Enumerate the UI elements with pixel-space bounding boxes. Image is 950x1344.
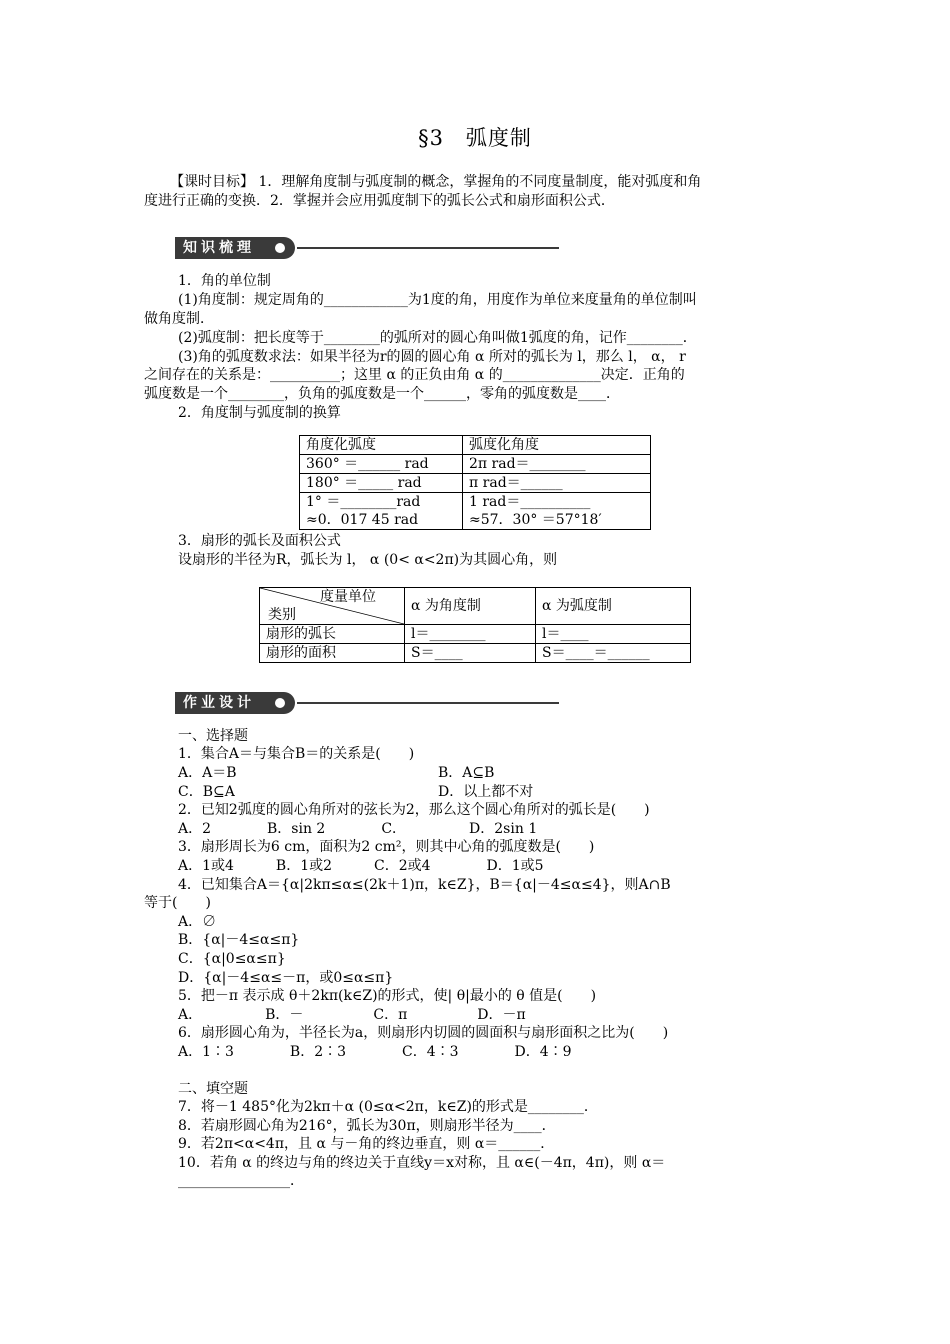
knowledge-line: 之间存在的关系是：__________；这里 α 的正负由角 α 的______________决定．正角的 [144, 367, 685, 383]
page-title: §3 弧度制 [418, 126, 532, 150]
table-row [260, 644, 691, 663]
option-line: A．2 B．sin 2 C． D．2sin 1 [178, 821, 538, 837]
option-line: B．{α|－4≤α≤π} [178, 932, 300, 948]
section-label: 知识梳理 [175, 237, 295, 259]
conversion-table [299, 435, 651, 530]
bullet-dot-icon [275, 243, 285, 253]
table-cell: 扇形的弧长 [260, 625, 405, 644]
table-cell: ≈57．30° ＝57°18′ [463, 511, 651, 530]
knowledge-line: (2)弧度制：把长度等于________的弧所对的圆心角叫做1弧度的角，记作________． [178, 330, 697, 346]
option-text: D．以上都不对 [438, 784, 534, 800]
table-header-cell: 角度化弧度 [300, 436, 463, 455]
table-cell: l＝________ [405, 625, 536, 644]
table-cell: 180° ＝_____ rad [300, 474, 463, 493]
question-line: 一、选择题 [178, 728, 248, 744]
table-row [300, 474, 651, 493]
table-cell: S＝____ [405, 644, 536, 663]
table-cell: ≈0．017 45 rad [300, 511, 463, 530]
corner-label-top: 度量单位 [320, 589, 376, 605]
table-cell: 1 rad＝__________ [463, 493, 651, 512]
table-cell: 360° ＝______ rad [300, 455, 463, 474]
question-line: 6．扇形圆心角为，半径长为a，则扇形内切圆的圆面积与扇形面积之比为( ) [178, 1025, 669, 1041]
table-row [300, 455, 651, 474]
table-cell: 1° ＝________rad [300, 493, 463, 512]
question-line: 4．已知集合A＝{α|2kπ≤α≤(2k＋1)π，k∈Z}，B＝{α|－4≤α≤4}，则A∩B [178, 877, 671, 893]
option-text: C．B⊆A [178, 784, 235, 800]
question-line: 1．集合A＝与集合B＝的关系是( ) [178, 746, 415, 762]
table-header-row [260, 588, 691, 625]
section-header-homework [175, 692, 559, 714]
objective-line-2: 度进行正确的变换．2．掌握并会应用弧度制下的弧长公式和扇形面积公式． [144, 193, 615, 209]
sector-intro-line: 设扇形的半径为R，弧长为 l， α (0< α<2π)为其圆心角，则 [178, 552, 558, 568]
fill-line: 9．若2π<α<4π，且 α 与－角的终边垂直，则 α＝______． [178, 1136, 555, 1152]
knowledge-line: 1．角的单位制 [178, 273, 271, 289]
option-text: A．A＝B [178, 765, 237, 781]
knowledge-line: 做角度制． [144, 311, 214, 327]
table-row [300, 511, 651, 530]
question-line: 5．把－π 表示成 θ＋2kπ(k∈Z)的形式，使| θ|最小的 θ 值是( ) [178, 988, 597, 1004]
option-line: A．∅ [178, 914, 217, 930]
knowledge-line: 2．角度制与弧度制的换算 [178, 405, 341, 421]
option-line: A．1或4 B．1或2 C．2或4 D．1或5 [178, 858, 544, 874]
table-cell: l＝____ [536, 625, 691, 644]
table-row [300, 493, 651, 512]
option-text: B．A⊆B [438, 765, 495, 781]
fill-line: 8．若扇形圆心角为216°，弧长为30π，则扇形半径为____． [178, 1118, 556, 1134]
corner-label-bottom: 类别 [268, 607, 296, 623]
question-line: 2．已知2弧度的圆心角所对的弦长为2，那么这个圆心角所对的弧长是( ) [178, 802, 650, 818]
section-rule [297, 702, 559, 704]
fill-line: ________________． [178, 1173, 304, 1189]
fill-line: 10．若角 α 的终边与角的终边关于直线y＝x对称，且 α∈(－4π，4π)，则 α＝ [178, 1155, 666, 1171]
knowledge-line: (3)角的弧度数求法：如果半径为r的圆的圆心角 α 所对的弧长为 l，那么 l， α， r [178, 349, 686, 365]
question-line: 3．扇形周长为6 cm，面积为2 cm²，则其中心角的弧度数是( ) [178, 839, 595, 855]
table-row [260, 625, 691, 644]
section-header-knowledge [175, 237, 559, 259]
section-rule [297, 247, 559, 249]
sector-intro-line: 3．扇形的弧长及面积公式 [178, 533, 341, 549]
option-line: D．{α|－4≤α≤－π，或0≤α≤π} [178, 970, 394, 986]
bullet-dot-icon [275, 698, 285, 708]
knowledge-line: 弧度数是一个________，负角的弧度数是一个______，零角的弧度数是____． [144, 386, 620, 402]
table-header-cell: α 为弧度制 [536, 588, 691, 625]
objective-line-1: 【课时目标】 1．理解角度制与弧度制的概念，掌握角的不同度量制度，能对弧度和角 [170, 174, 702, 190]
table-header-cell: 弧度化角度 [463, 436, 651, 455]
table-cell: 2π rad＝________ [463, 455, 651, 474]
question-line: 等于( ) [144, 895, 211, 911]
option-line: A． B．－ C．π D．－π [178, 1007, 526, 1023]
sector-formula-table [259, 587, 691, 663]
option-line: C．{α|0≤α≤π} [178, 951, 286, 967]
section-label: 作业设计 [175, 692, 295, 714]
option-line: A．1∶3 B．2∶3 C．4∶3 D．4∶9 [178, 1044, 572, 1060]
fill-line: 7．将－1 485°化为2kπ＋α (0≤α<2π，k∈Z)的形式是________． [178, 1099, 598, 1115]
fill-line: 二、填空题 [178, 1081, 248, 1097]
knowledge-line: (1)角度制：规定周角的____________为1度的角，用度作为单位来度量角的单位制叫 [178, 292, 697, 308]
table-cell: π rad＝______ [463, 474, 651, 493]
table-corner-cell [260, 588, 405, 625]
table-header-row [300, 436, 651, 455]
table-header-cell: α 为角度制 [405, 588, 536, 625]
table-cell: 扇形的面积 [260, 644, 405, 663]
table-cell: S＝____＝______ [536, 644, 691, 663]
